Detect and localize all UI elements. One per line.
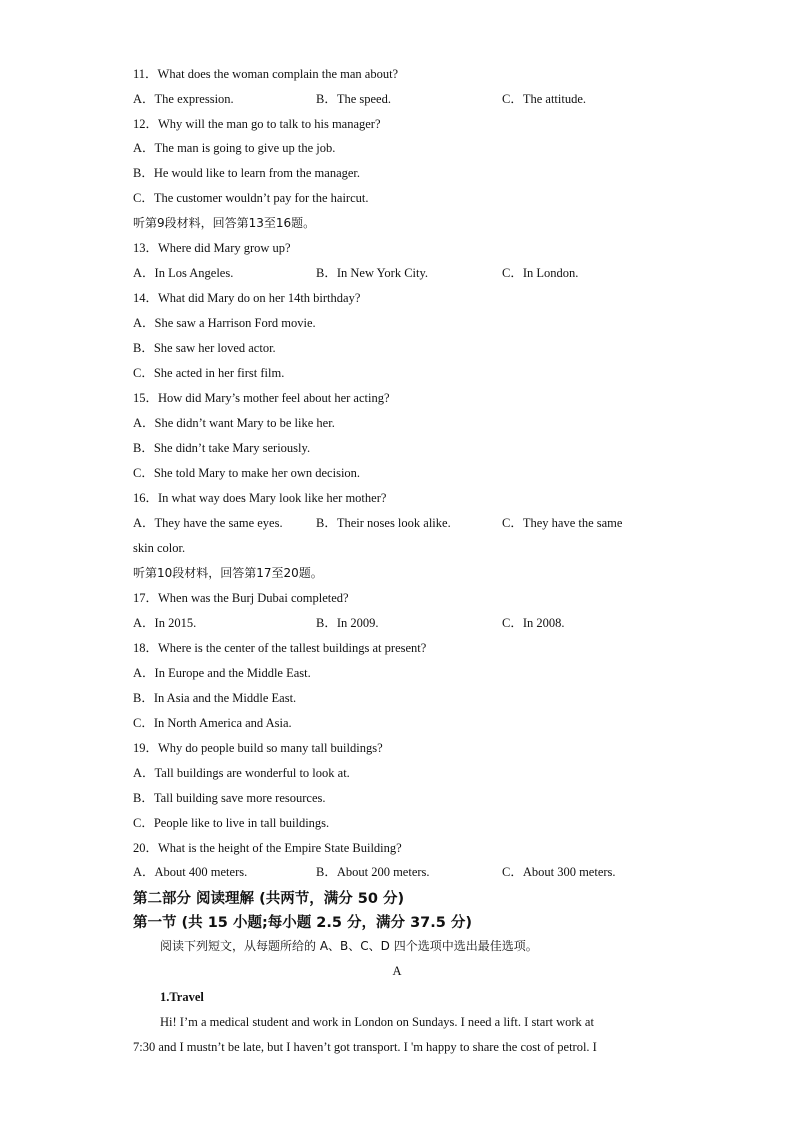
question-15: 15．How did Mary’s mother feel about her acting?	[133, 391, 390, 405]
option-14-b: B．She saw her loved actor.	[133, 341, 276, 355]
section1-heading: 第一节 (共 15 小题;每小题 2.5 分，满分 37.5 分)	[133, 915, 473, 931]
question-16: 16．In what way does Mary look like her mother?	[133, 491, 387, 505]
option-16-c-wrap: skin color.	[133, 541, 186, 555]
option-12-a: A．The man is going to give up the job.	[133, 141, 336, 155]
option-15-a: A．She didn’t want Mary to be like her.	[133, 416, 335, 430]
question-12: 12．Why will the man go to talk to his manager?	[133, 117, 381, 131]
option-16-c: C．They have the same	[502, 516, 623, 530]
option-13-a: A．In Los Angeles.	[133, 266, 234, 280]
option-14-c: C．She acted in her first film.	[133, 366, 285, 380]
question-13: 13．Where did Mary grow up?	[133, 241, 291, 255]
question-17: 17．When was the Burj Dubai completed?	[133, 591, 349, 605]
option-15-b: B．She didn’t take Mary seriously.	[133, 441, 311, 455]
option-15-c: C．She told Mary to make her own decision.	[133, 466, 361, 480]
option-19-c: C．People like to live in tall buildings.	[133, 816, 330, 830]
passage-letter: A	[392, 964, 402, 978]
option-13-b: B．In New York City.	[316, 266, 429, 280]
option-19-b: B．Tall building save more resources.	[133, 791, 326, 805]
question-20: 20．What is the height of the Empire State Building?	[133, 841, 402, 855]
passage-line-2: 7:30 and I mustn’t be late, but I haven’t got transport. I 'm happy to share the cost of petrol. I	[133, 1040, 597, 1054]
question-11: 11．What does the woman complain the man about?	[133, 67, 399, 81]
option-14-a: A．She saw a Harrison Ford movie.	[133, 316, 316, 330]
question-19: 19．Why do people build so many tall buildings?	[133, 741, 383, 755]
option-17-c: C．In 2008.	[502, 616, 565, 630]
option-19-a: A．Tall buildings are wonderful to look at.	[133, 766, 350, 780]
instruction-para10: 听第10段材料，回答第17至20题。	[133, 566, 323, 580]
option-16-b: B．Their noses look alike.	[316, 516, 451, 530]
option-20-b: B．About 200 meters.	[316, 865, 430, 879]
option-16-a: A．They have the same eyes.	[133, 516, 283, 530]
option-11-c: C．The attitude.	[502, 92, 587, 106]
question-14: 14．What did Mary do on her 14th birthday?	[133, 291, 361, 305]
option-18-c: C．In North America and Asia.	[133, 716, 292, 730]
option-20-a: A．About 400 meters.	[133, 865, 248, 879]
instruction-para9: 听第9段材料，回答第13至16题。	[133, 216, 316, 230]
option-17-a: A．In 2015.	[133, 616, 197, 630]
part2-heading: 第二部分 阅读理解 (共两节，满分 50 分)	[133, 891, 405, 907]
option-20-c: C．About 300 meters.	[502, 865, 616, 879]
option-12-c: C．The customer wouldn’t pay for the haircut.	[133, 191, 369, 205]
option-13-c: C．In London.	[502, 266, 579, 280]
question-18: 18．Where is the center of the tallest buildings at present?	[133, 641, 427, 655]
option-17-b: B．In 2009.	[316, 616, 379, 630]
passage-title: 1.Travel	[160, 990, 204, 1004]
option-11-a: A．The expression.	[133, 92, 234, 106]
option-18-a: A．In Europe and the Middle East.	[133, 666, 311, 680]
passage-line-1: Hi! I’m a medical student and work in London on Sundays. I need a lift. I start work at	[160, 1015, 594, 1029]
option-18-b: B．In Asia and the Middle East.	[133, 691, 297, 705]
option-11-b: B．The speed.	[316, 92, 391, 106]
reading-direction: 阅读下列短文，从每题所给的 A、B、C、D 四个选项中选出最佳选项。	[160, 939, 538, 953]
option-12-b: B．He would like to learn from the manager.	[133, 166, 361, 180]
